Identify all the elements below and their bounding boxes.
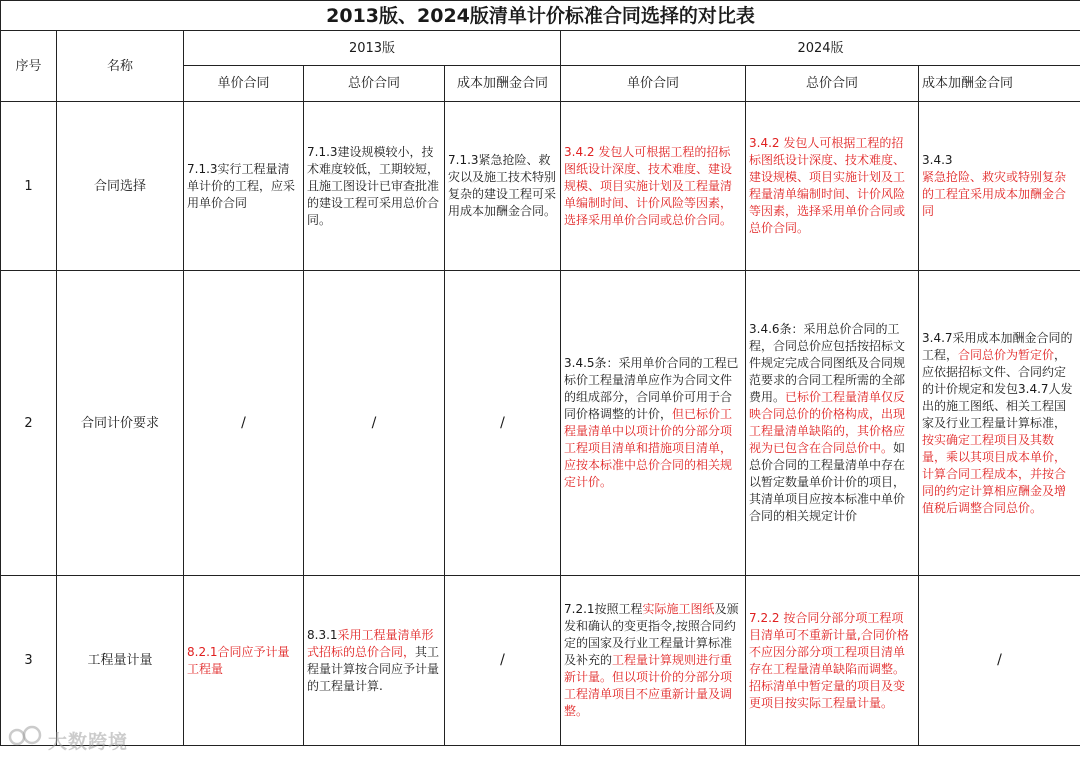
cell-2024-cost — [919, 271, 1080, 576]
header-2024-unit: 单价合同 — [561, 66, 746, 102]
header-2024-total: 总价合同 — [746, 66, 919, 102]
header-2024-cost: 成本加酬金合同 — [919, 66, 1080, 102]
cell-text-segment: 7.1.3紧急抢险、救灾以及施工技术特别复杂的建设工程可采用成本加酬金合同。 — [448, 153, 557, 218]
cell-text-segment: ，应依据招标文件、合同约定的计价规定和发包3.4.7人发出的施工图纸、相关工程国家及行业工程量计算标准， — [922, 347, 1073, 430]
cell-2024-unit — [561, 271, 746, 576]
cell-text-segment: 已标价工程量清单仅反映合同总价的价格构成，出现工程量清单缺陷的，其价格应视为已包含在合同总价中。 — [749, 390, 906, 455]
header-name: 名称 — [57, 31, 184, 102]
table-title: 2013版、2024版清单计价标准合同选择的对比表 — [1, 1, 1080, 31]
cell-text-segment: 8.3.1 — [307, 627, 338, 642]
header-2013-cost: 成本加酬金合同 — [445, 66, 561, 102]
cell-text-segment: 工程量计算规则进行重新计量。但以项计价的分部分项工程清单项目不应重新计量及调整。 — [564, 653, 733, 718]
cell-2013-total — [304, 576, 445, 746]
cell-text-segment: 7.1.3实行工程量清单计价的工程，应采用单价合同 — [187, 161, 296, 210]
cell-text-segment: 及颁发和确认的变更指令,按照合同约定的国家及行业工程量计算标准及补充的 — [564, 602, 739, 667]
cell-text-segment: / — [997, 652, 1002, 668]
table-row — [1, 102, 1080, 271]
cell-text-segment: 8.2.1合同应予计量工程量 — [187, 644, 290, 676]
cell-2013-unit — [184, 576, 304, 746]
cell-text-segment: 按实确定工程项目及其数量，乘以其项目成本单价，计算合同工程成本，并按合同的约定计算相应酬金及增值税后调整合同总价。 — [922, 432, 1067, 515]
header-seq: 序号 — [1, 31, 57, 102]
cell-text-segment: 实际施工图纸 — [642, 602, 715, 616]
header-2013-total: 总价合同 — [304, 66, 445, 102]
cell-text-segment: 其工程量计算按合同应予计量的工程量计算. — [307, 644, 440, 693]
cell-text-segment: 3.4.2 发包人可根据工程的招标图纸设计深度、技术难度、建设规模、项目实施计划及工程量清单编制时间、计价风险等因素，选择采用单价合同或总价合同。 — [749, 136, 906, 235]
cell-text-segment: / — [241, 414, 246, 431]
cell-text-segment: 但已标价工程量清单中以项计价的分部分项工程项目清单和措施项目清单，应按本标准中总价合同的相关规定计价。 — [564, 407, 733, 489]
cell-text-segment: 合同总价为暂定价 — [958, 347, 1055, 362]
cell-2013-cost — [445, 576, 561, 746]
row-seq: 3 — [1, 576, 57, 746]
cell-text-segment: / — [371, 414, 377, 431]
table-row — [1, 576, 1080, 746]
cell-text-segment: 3.4.6条：采用总价合同的工程，合同总价应包括按招标文件规定完成合同图纸及合同规范要求的合同工程所需的全部费用。 — [749, 322, 906, 404]
watermark — [8, 724, 128, 754]
cell-text-segment: 3.4.7采用成本加酬金合同的工程， — [922, 330, 1073, 362]
cell-2024-unit — [561, 102, 746, 271]
header-2013: 2013版 — [184, 31, 561, 66]
cell-text-segment: / — [500, 414, 505, 431]
table-row — [1, 271, 1080, 576]
cell-2024-unit — [561, 576, 746, 746]
cell-text-segment: 紧急抢险、救灾或特别复杂的工程宜采用成本加酬金合同 — [922, 170, 1067, 218]
row-name: 合同计价要求 — [57, 271, 184, 576]
cell-text-segment: 7.2.1按照工程 — [564, 602, 643, 616]
row-seq: 2 — [1, 271, 57, 576]
watermark-text: 大数跨境 — [48, 731, 129, 753]
cell-text-segment: 3.4.5条：采用单价合同的工程已标价工程量清单应作为合同文件的组成部分，合同单价可用于合同价格调整的计价， — [564, 356, 739, 421]
cell-text-segment: / — [500, 652, 505, 668]
row-name: 工程量计量 — [57, 576, 184, 746]
row-seq: 1 — [1, 102, 57, 271]
cell-text-segment: 3.4.3 — [922, 153, 953, 167]
cell-2024-cost — [919, 102, 1080, 271]
cell-2013-unit — [184, 102, 304, 271]
cell-2013-cost — [445, 102, 561, 271]
header-2024: 2024版 — [561, 31, 1080, 66]
cell-text-segment: 7.1.3建设规模较小，技术难度较低，工期较短，且施工图设计已审查批准的建设工程可采用总价合同。 — [307, 144, 440, 227]
cell-text-segment: 采用工程量清单形式招标的总价合同， — [307, 627, 434, 659]
cell-2024-cost — [919, 576, 1080, 746]
cell-text-segment: 如总价合同的工程量清单中存在以暂定数量单价计价的项目，其清单项目应按本标准中单价合同的相关规定计价 — [749, 441, 906, 523]
cell-text-segment: 3.4.2 发包人可根据工程的招标图纸设计深度、技术难度、建设规模、项目实施计划及工程量清单编制时间、计价风险等因素，选择采用单价合同或总价合同。 — [564, 144, 733, 227]
cell-2024-total — [746, 102, 919, 271]
cell-2013-cost — [445, 271, 561, 576]
cell-2024-total — [746, 271, 919, 576]
cell-text-segment: 7.2.2 按合同分部分项工程项目清单可不重新计量,合同价格不应因分部分项工程项目清单存在工程量清单缺陷而调整。招标清单中暂定量的项目及变更项目按实际工程量计量。 — [749, 610, 909, 710]
cell-2024-total — [746, 576, 919, 746]
row-name: 合同选择 — [57, 102, 184, 271]
cell-2013-total — [304, 102, 445, 271]
cell-2013-unit — [184, 271, 304, 576]
cell-2013-total — [304, 271, 445, 576]
watermark-logo-icon — [8, 724, 48, 753]
header-2013-unit: 单价合同 — [184, 66, 304, 102]
